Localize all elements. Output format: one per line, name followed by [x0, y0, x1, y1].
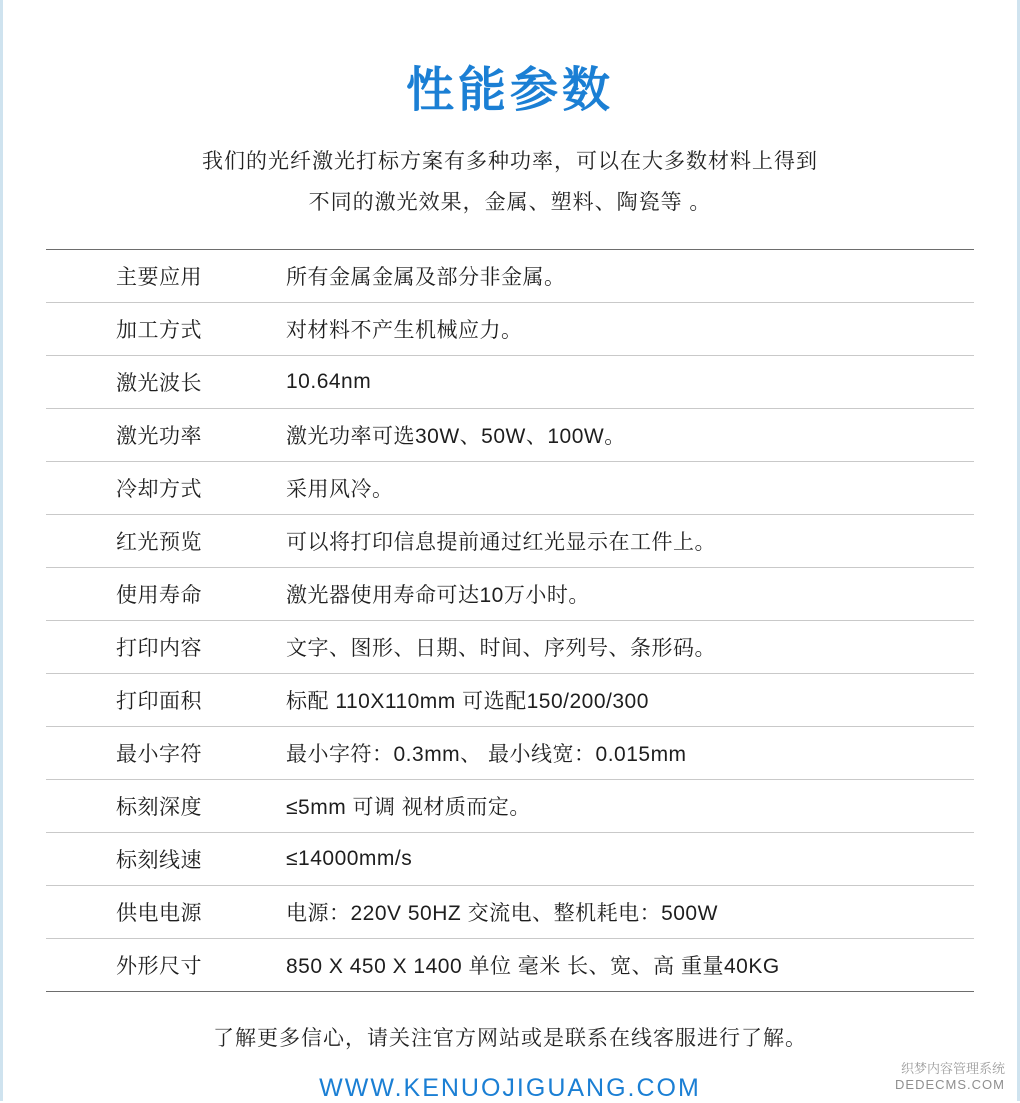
subtitle-line-1: 我们的光纤激光打标方案有多种功率，可以在大多数材料上得到	[202, 149, 818, 173]
spec-value: 可以将打印信息提前通过红光显示在工件上。	[286, 531, 716, 555]
table-row	[46, 939, 974, 992]
website-link[interactable]: WWW.KENUOJIGUANG.COM	[319, 1074, 701, 1103]
table-row	[46, 462, 974, 515]
page-inner	[3, 62, 1017, 1103]
spec-value: ≤14000mm/s	[286, 847, 413, 871]
footer-note: 了解更多信心，请关注官方网站或是联系在线客服进行了解。	[213, 1027, 807, 1051]
spec-label: 打印面积	[116, 690, 202, 714]
watermark-en: DEDECMS.COM	[895, 1076, 1005, 1092]
watermark	[895, 1061, 1005, 1094]
page-subtitle	[33, 142, 987, 224]
table-row	[46, 568, 974, 621]
watermark-cn: 织梦内容管理系统	[900, 1060, 1005, 1076]
spec-value: 采用风冷。	[286, 478, 394, 502]
spec-value: 对材料不产生机械应力。	[286, 319, 523, 343]
table-row	[46, 621, 974, 674]
spec-label: 冷却方式	[116, 478, 202, 502]
spec-value: 激光器使用寿命可达10万小时。	[286, 584, 590, 608]
spec-label: 激光功率	[116, 425, 202, 449]
spec-label: 标刻深度	[116, 796, 202, 820]
spec-label: 最小字符	[116, 743, 202, 767]
spec-value: ≤5mm 可调 视材质而定。	[286, 796, 531, 820]
spec-value: 所有金属金属及部分非金属。	[286, 266, 566, 290]
spec-label: 供电电源	[116, 902, 202, 926]
table-row	[46, 515, 974, 568]
table-row	[46, 409, 974, 462]
spec-label: 使用寿命	[116, 584, 202, 608]
spec-label: 打印内容	[116, 637, 202, 661]
table-row	[46, 727, 974, 780]
spec-label: 外形尺寸	[116, 955, 202, 979]
spec-label: 主要应用	[116, 266, 202, 290]
spec-value: 10.64nm	[286, 370, 372, 394]
spec-value: 标配 110X110mm 可选配150/200/300	[286, 690, 649, 714]
table-row	[46, 886, 974, 939]
table-row	[46, 833, 974, 886]
subtitle-line-2: 不同的激光效果，金属、塑料、陶瓷等 。	[308, 190, 712, 214]
spec-label: 加工方式	[116, 319, 202, 343]
spec-value: 文字、图形、日期、时间、序列号、条形码。	[286, 637, 716, 661]
table-row	[46, 303, 974, 356]
table-row	[46, 674, 974, 727]
table-row	[46, 250, 974, 303]
spec-value: 电源：220V 50HZ 交流电、整机耗电：500W	[286, 902, 718, 926]
spec-table-body	[46, 250, 974, 992]
spec-value: 激光功率可选30W、50W、100W。	[286, 425, 626, 449]
spec-value: 最小字符：0.3mm、 最小线宽：0.015mm	[286, 743, 687, 767]
spec-value: 850 X 450 X 1400 单位 毫米 长、宽、高 重量40KG	[286, 955, 780, 979]
table-row	[46, 356, 974, 409]
spec-label: 红光预览	[116, 531, 202, 555]
page-title: 性能参数	[405, 64, 614, 117]
specification-table	[46, 249, 974, 992]
spec-label: 激光波长	[116, 372, 202, 396]
table-row	[46, 780, 974, 833]
spec-label: 标刻线速	[116, 849, 202, 873]
